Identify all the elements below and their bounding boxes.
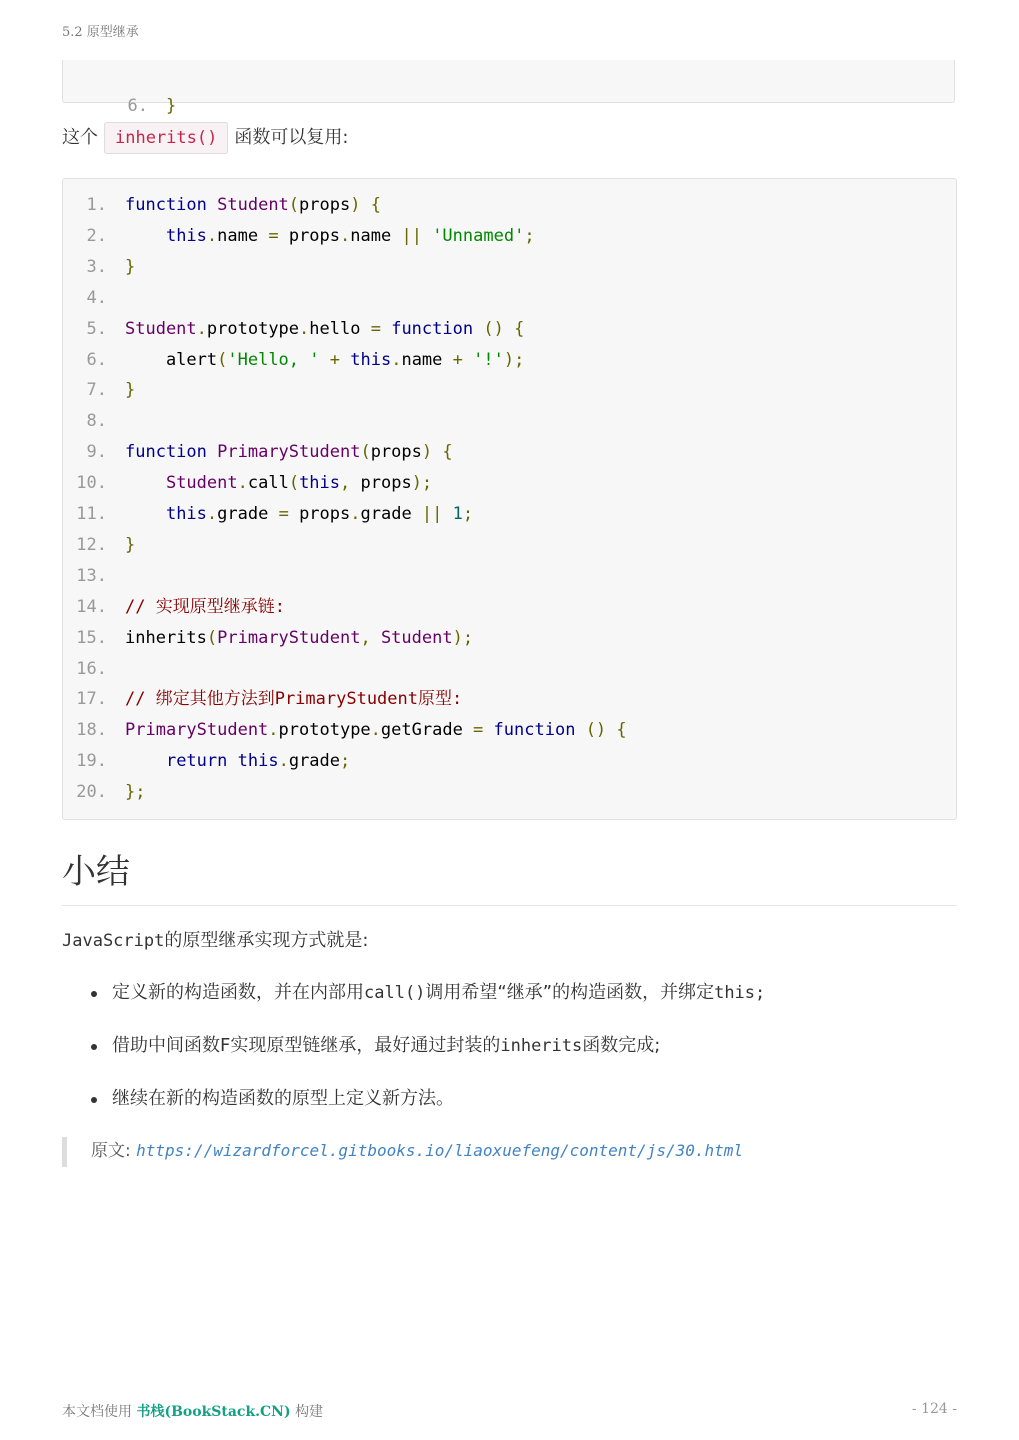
code-line xyxy=(63,592,285,623)
line-number: 4. xyxy=(86,287,107,308)
code-token xyxy=(125,751,166,771)
code-token: name xyxy=(401,349,453,370)
code-token: Student xyxy=(217,195,289,215)
code-token xyxy=(371,628,381,648)
code-token xyxy=(463,350,473,370)
code-token xyxy=(381,319,391,339)
code-line xyxy=(63,437,453,468)
code-token: ); xyxy=(452,627,474,648)
code-line xyxy=(63,746,350,777)
code-token xyxy=(125,473,166,493)
code-token xyxy=(227,751,237,771)
code-token xyxy=(432,442,442,462)
code-token: props xyxy=(370,442,422,463)
paragraph-intro xyxy=(62,122,348,154)
footer-brand-link[interactable]: 书栈(BookStack.CN) xyxy=(136,1404,291,1420)
line-number: 7. xyxy=(86,380,107,401)
code-line xyxy=(63,60,177,116)
code-token: } xyxy=(125,380,136,401)
code-token xyxy=(575,720,585,740)
code-token: }; xyxy=(125,782,146,803)
code-token: . xyxy=(237,473,248,494)
code-token: 1 xyxy=(452,504,463,524)
code-line xyxy=(63,221,535,252)
page-number: - 124 - xyxy=(911,1401,957,1417)
code-token: ( xyxy=(217,349,228,370)
line-number: 11. xyxy=(76,504,107,524)
list-text: 借助中间函数F实现原型链继承，最好通过封装的 xyxy=(112,1035,501,1056)
line-number: 18. xyxy=(76,720,107,741)
code-token xyxy=(442,504,452,524)
line-number: 6. xyxy=(127,96,148,116)
list-text: 定义新的构造函数，并在内部用 xyxy=(112,982,364,1003)
code-token xyxy=(504,319,514,339)
running-head: 5.2 原型继承 xyxy=(62,25,139,40)
code-token: this xyxy=(299,473,341,494)
code-token: 'Hello, ' xyxy=(227,349,320,370)
code-token: grade xyxy=(360,504,422,524)
line-number: 8. xyxy=(86,411,107,432)
code-line xyxy=(63,530,135,561)
code-token: props xyxy=(299,195,351,215)
source-label: 原文: xyxy=(91,1141,131,1161)
code-token: . xyxy=(268,720,279,741)
code-line xyxy=(63,314,524,345)
code-token: ( xyxy=(288,473,300,494)
footer-text: 构建 xyxy=(295,1404,324,1420)
code-token: // 实现原型继承链: xyxy=(125,596,285,617)
code-block xyxy=(62,178,957,820)
code-token: getGrade xyxy=(380,720,474,741)
code-token xyxy=(207,442,217,462)
code-token: ); xyxy=(503,349,525,370)
code-text: } xyxy=(165,96,177,116)
code-token: , xyxy=(360,627,371,648)
code-token: props xyxy=(350,473,412,494)
line-number: 2. xyxy=(86,225,107,246)
inline-code: inherits() xyxy=(104,122,228,154)
code-token: ) xyxy=(350,195,361,215)
list-item xyxy=(112,978,765,1008)
code-token: } xyxy=(125,256,136,277)
code-line xyxy=(63,684,462,715)
code-token: this xyxy=(165,225,207,246)
code-token xyxy=(483,720,493,740)
code-token: Student xyxy=(380,627,453,648)
paragraph-summary xyxy=(62,926,368,956)
paragraph-text: 的原型继承实现方式就是: xyxy=(164,930,369,951)
footer-text: 本文档使用 xyxy=(62,1404,132,1420)
code-token: } xyxy=(125,534,136,555)
code-token: ) xyxy=(421,442,433,463)
code-line xyxy=(63,777,145,808)
paragraph-text: 这个 xyxy=(62,127,98,148)
line-number: 19. xyxy=(76,751,107,772)
code-token: this xyxy=(350,349,392,370)
code-line xyxy=(63,283,125,314)
code-token: function xyxy=(125,195,207,215)
code-token: { xyxy=(370,195,381,215)
code-token: // 绑定其他方法到PrimaryStudent原型: xyxy=(125,689,463,710)
paragraph-text: 函数可以复用: xyxy=(234,127,349,148)
code-line xyxy=(63,654,125,685)
list-text: 调用希望“继承”的构造函数，并绑定 xyxy=(425,982,715,1003)
bullet-icon xyxy=(91,1044,97,1050)
code-token: props xyxy=(278,225,341,246)
bullet-icon xyxy=(91,991,97,997)
code-token: || xyxy=(401,225,422,246)
code-token: . xyxy=(391,349,402,370)
line-number: 15. xyxy=(76,627,107,648)
code-token: + xyxy=(329,349,340,370)
code-token: return xyxy=(165,751,228,772)
line-number: 3. xyxy=(86,256,107,277)
code-line xyxy=(63,345,524,376)
code-line xyxy=(63,190,381,221)
blockquote-bar xyxy=(62,1137,67,1167)
source-link[interactable]: https://wizardforcel.gitbooks.io/liaoxuefeng/content/js/30.html xyxy=(136,1141,744,1160)
code-token: hello xyxy=(309,318,371,339)
code-token xyxy=(360,195,370,215)
code-line xyxy=(63,468,432,499)
code-token: , xyxy=(340,473,351,494)
code-token: { xyxy=(442,442,453,463)
list-code: inherits xyxy=(500,1036,583,1056)
line-number: 10. xyxy=(76,473,107,494)
line-number: 17. xyxy=(76,689,107,710)
code-token: = xyxy=(268,225,279,246)
list-item xyxy=(112,1031,660,1061)
code-token: prototype xyxy=(278,720,371,741)
code-token: . xyxy=(278,751,289,772)
footer-credit xyxy=(62,1401,323,1421)
code-token: call xyxy=(247,473,289,494)
code-token: . xyxy=(206,504,218,524)
code-line xyxy=(63,406,125,437)
list-code: this; xyxy=(714,983,766,1003)
code-line xyxy=(63,623,473,654)
list-text: 继续在新的构造函数的原型上定义新方法。 xyxy=(112,1088,454,1109)
code-line xyxy=(63,499,473,530)
line-number: 1. xyxy=(86,195,107,215)
code-token xyxy=(320,350,330,370)
code-token: '!' xyxy=(473,349,504,370)
code-token: this xyxy=(237,751,279,772)
code-token: = xyxy=(473,720,484,741)
line-number: 20. xyxy=(76,782,107,803)
code-token: . xyxy=(340,225,351,246)
blockquote xyxy=(91,1136,743,1166)
code-token: PrimaryStudent xyxy=(125,720,269,741)
code-line xyxy=(63,375,135,406)
code-token: grade xyxy=(288,751,341,772)
code-token: Student xyxy=(125,318,197,339)
code-token: ( xyxy=(360,442,371,463)
code-token: . xyxy=(350,504,361,524)
code-token: alert xyxy=(125,349,218,370)
code-token xyxy=(340,350,350,370)
code-token: = xyxy=(370,318,381,339)
line-number: 6. xyxy=(86,349,107,370)
code-line xyxy=(63,715,627,746)
code-token: function xyxy=(391,318,474,339)
line-number: 14. xyxy=(76,596,107,617)
list-item xyxy=(112,1084,454,1114)
line-number: 5. xyxy=(86,318,107,339)
code-token: PrimaryStudent xyxy=(217,627,361,648)
code-token: + xyxy=(452,349,463,370)
code-token: ; xyxy=(524,225,535,246)
bullet-icon xyxy=(91,1097,97,1103)
line-number: 13. xyxy=(76,565,107,586)
code-token: ; xyxy=(340,751,351,772)
code-token xyxy=(606,720,616,740)
code-token: = xyxy=(278,504,289,524)
section-heading: 小结 xyxy=(62,852,130,892)
line-number: 16. xyxy=(76,658,107,679)
code-token xyxy=(125,504,166,524)
code-token: () xyxy=(483,318,504,339)
code-token xyxy=(422,226,432,246)
code-token: inherits xyxy=(125,627,207,648)
code-token: || xyxy=(421,504,443,524)
code-token: . xyxy=(299,318,310,339)
code-token: . xyxy=(370,720,381,741)
code-token: Student xyxy=(165,473,238,494)
code-token: { xyxy=(514,318,525,339)
code-block-continued xyxy=(62,60,955,116)
code-token: name xyxy=(217,225,269,246)
code-line xyxy=(63,561,125,592)
line-number: 9. xyxy=(86,442,107,463)
code-line xyxy=(63,252,135,283)
code-token: PrimaryStudent xyxy=(217,442,361,463)
code-token xyxy=(125,226,166,246)
code-token: { xyxy=(616,720,627,741)
code-token: . xyxy=(206,225,218,246)
code-token: ; xyxy=(462,504,474,524)
code-token: function xyxy=(493,720,576,741)
code-token: () xyxy=(585,720,607,741)
code-token: props xyxy=(288,504,351,524)
code-token xyxy=(473,319,483,339)
code-token: ); xyxy=(411,473,433,494)
list-code: call() xyxy=(364,983,426,1003)
list-text: 函数完成; xyxy=(582,1035,661,1056)
code-token: name xyxy=(350,225,402,246)
line-number: 12. xyxy=(76,534,107,555)
inline-code-text: JavaScript xyxy=(62,931,165,951)
code-token: ( xyxy=(206,627,218,648)
code-token: 'Unnamed' xyxy=(432,225,525,246)
code-token: grade xyxy=(217,504,279,524)
code-token xyxy=(207,195,217,215)
code-token: function xyxy=(125,442,207,463)
code-token: this xyxy=(165,504,207,524)
heading-divider xyxy=(62,905,957,906)
code-token: . xyxy=(196,318,207,339)
code-token: prototype xyxy=(206,318,300,339)
code-token: ( xyxy=(288,195,300,215)
